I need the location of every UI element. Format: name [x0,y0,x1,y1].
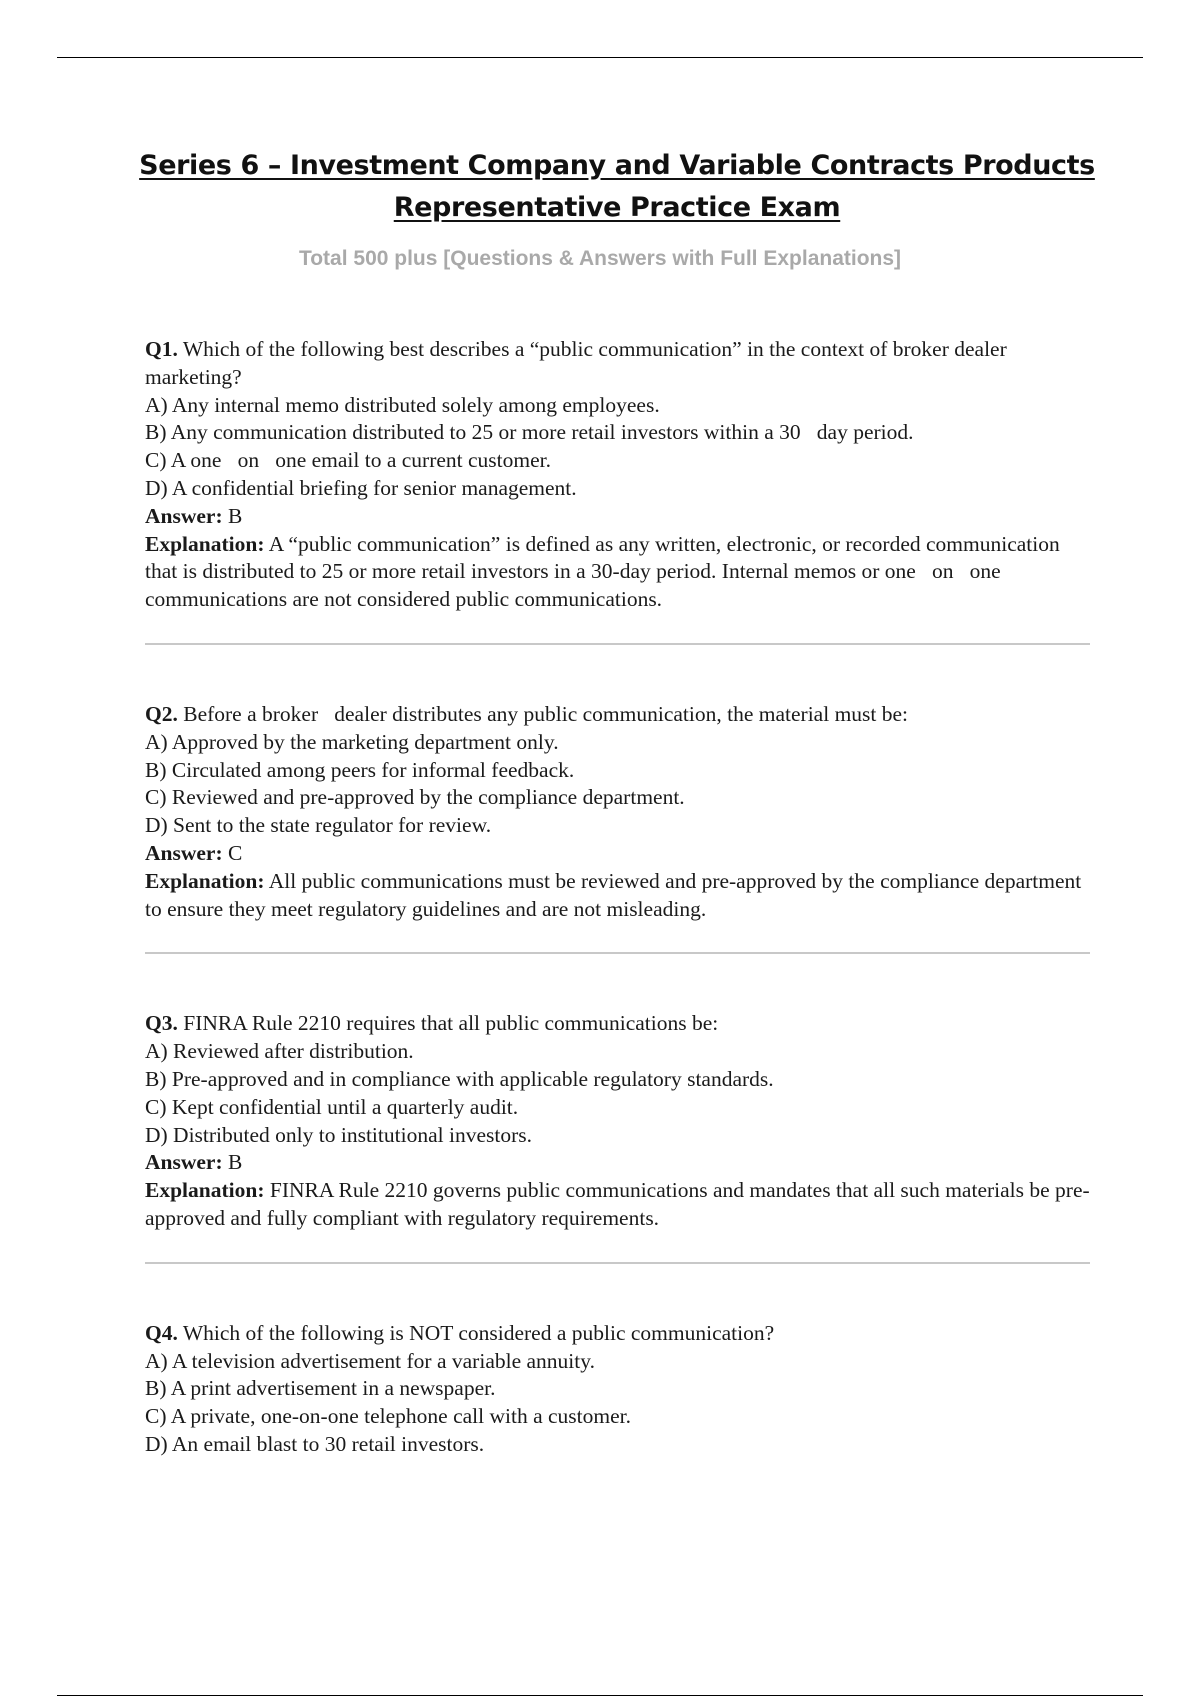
option-b: B) Circulated among peers for informal feedback. [145,757,575,782]
question-2 [145,701,1090,923]
question-list [145,336,1090,1459]
option-a: A) Reviewed after distribution. [145,1039,414,1064]
option-b: B) A print advertisement in a newspaper. [145,1376,496,1401]
explanation [145,868,1090,924]
option-b: B) Pre-approved and in compliance with applicable regulatory standards. [145,1066,774,1091]
option-d: D) An email blast to 30 retail investors. [145,1431,485,1456]
option-c: C) Reviewed and pre-approved by the compliance department. [145,785,685,810]
option-d: D) Sent to the state regulator for review. [145,813,492,838]
explanation-label: Explanation: [145,1178,265,1203]
explanation [145,531,1090,614]
page-bottom-rule [57,1695,1143,1696]
explanation-label: Explanation: [145,531,265,556]
option-d: D) Distributed only to institutional investors. [145,1122,532,1147]
explanation-text: A “public communication” is defined as any written, electronic, or recorded communication that is distributed to 25 or more retail investors in a 30-day period. Internal memos or one on one communications are not considered public communications. [145,531,1066,612]
answer-value: C [228,840,243,865]
document-subtitle: Total 500 plus [Questions & Answers with Full Explanations] [298,247,902,270]
option-c: C) A private, one-on-one telephone call with a customer. [145,1404,631,1429]
document-title-line-2: Representative Practice Exam [393,192,841,223]
answer-label: Answer: [145,840,223,865]
option-c: C) A one on one email to a current customer. [145,448,552,473]
option-c: C) Kept confidential until a quarterly audit. [145,1094,519,1119]
answer-value: B [228,503,243,528]
page-top-rule [57,57,1143,58]
question-number: Q3. [145,1011,178,1036]
question-stem [145,1010,1090,1038]
option-a: A) Approved by the marketing department only. [145,729,559,754]
question-text: Before a broker dealer distributes any public communication, the material must be: [183,701,909,726]
question-stem [145,336,1090,392]
question-1 [145,336,1090,614]
answer-line [145,1149,1090,1177]
explanation [145,1177,1090,1233]
question-number: Q2. [145,701,178,726]
question-text: Which of the following best describes a “public communication” in the context of broker dealer marketing? [145,337,1007,389]
answer-label: Answer: [145,1150,223,1175]
document-title [0,145,1200,229]
question-3 [145,1010,1090,1232]
answer-line [145,840,1090,868]
question-number: Q1. [145,337,178,361]
explanation-text: FINRA Rule 2210 governs public communications and mandates that all such materials be pre-approved and fully compliant with regulatory requirements. [145,1178,1090,1230]
document-title-line-1: Series 6 – Investment Company and Variable Contracts Products [139,150,1095,181]
question-text: FINRA Rule 2210 requires that all public communications be: [183,1011,719,1036]
answer-value: B [228,1150,243,1175]
option-a: A) Any internal memo distributed solely among employees. [145,392,660,417]
option-d: D) A confidential briefing for senior management. [145,475,577,500]
explanation-text: All public communications must be reviewed and pre-approved by the compliance department to ensure they meet regulatory guidelines and are not misleading. [145,868,1082,921]
explanation-label: Explanation: [145,868,265,893]
option-b: B) Any communication distributed to 25 or more retail investors within a 30 day period. [145,420,914,445]
answer-label: Answer: [145,503,223,528]
question-stem [145,701,1090,729]
question-4 [145,1320,1090,1459]
answer-line [145,503,1090,531]
option-a: A) A television advertisement for a variable annuity. [145,1348,595,1373]
question-number: Q4. [145,1320,178,1345]
question-text: Which of the following is NOT considered a public communication? [182,1320,775,1345]
question-stem [145,1320,1090,1348]
